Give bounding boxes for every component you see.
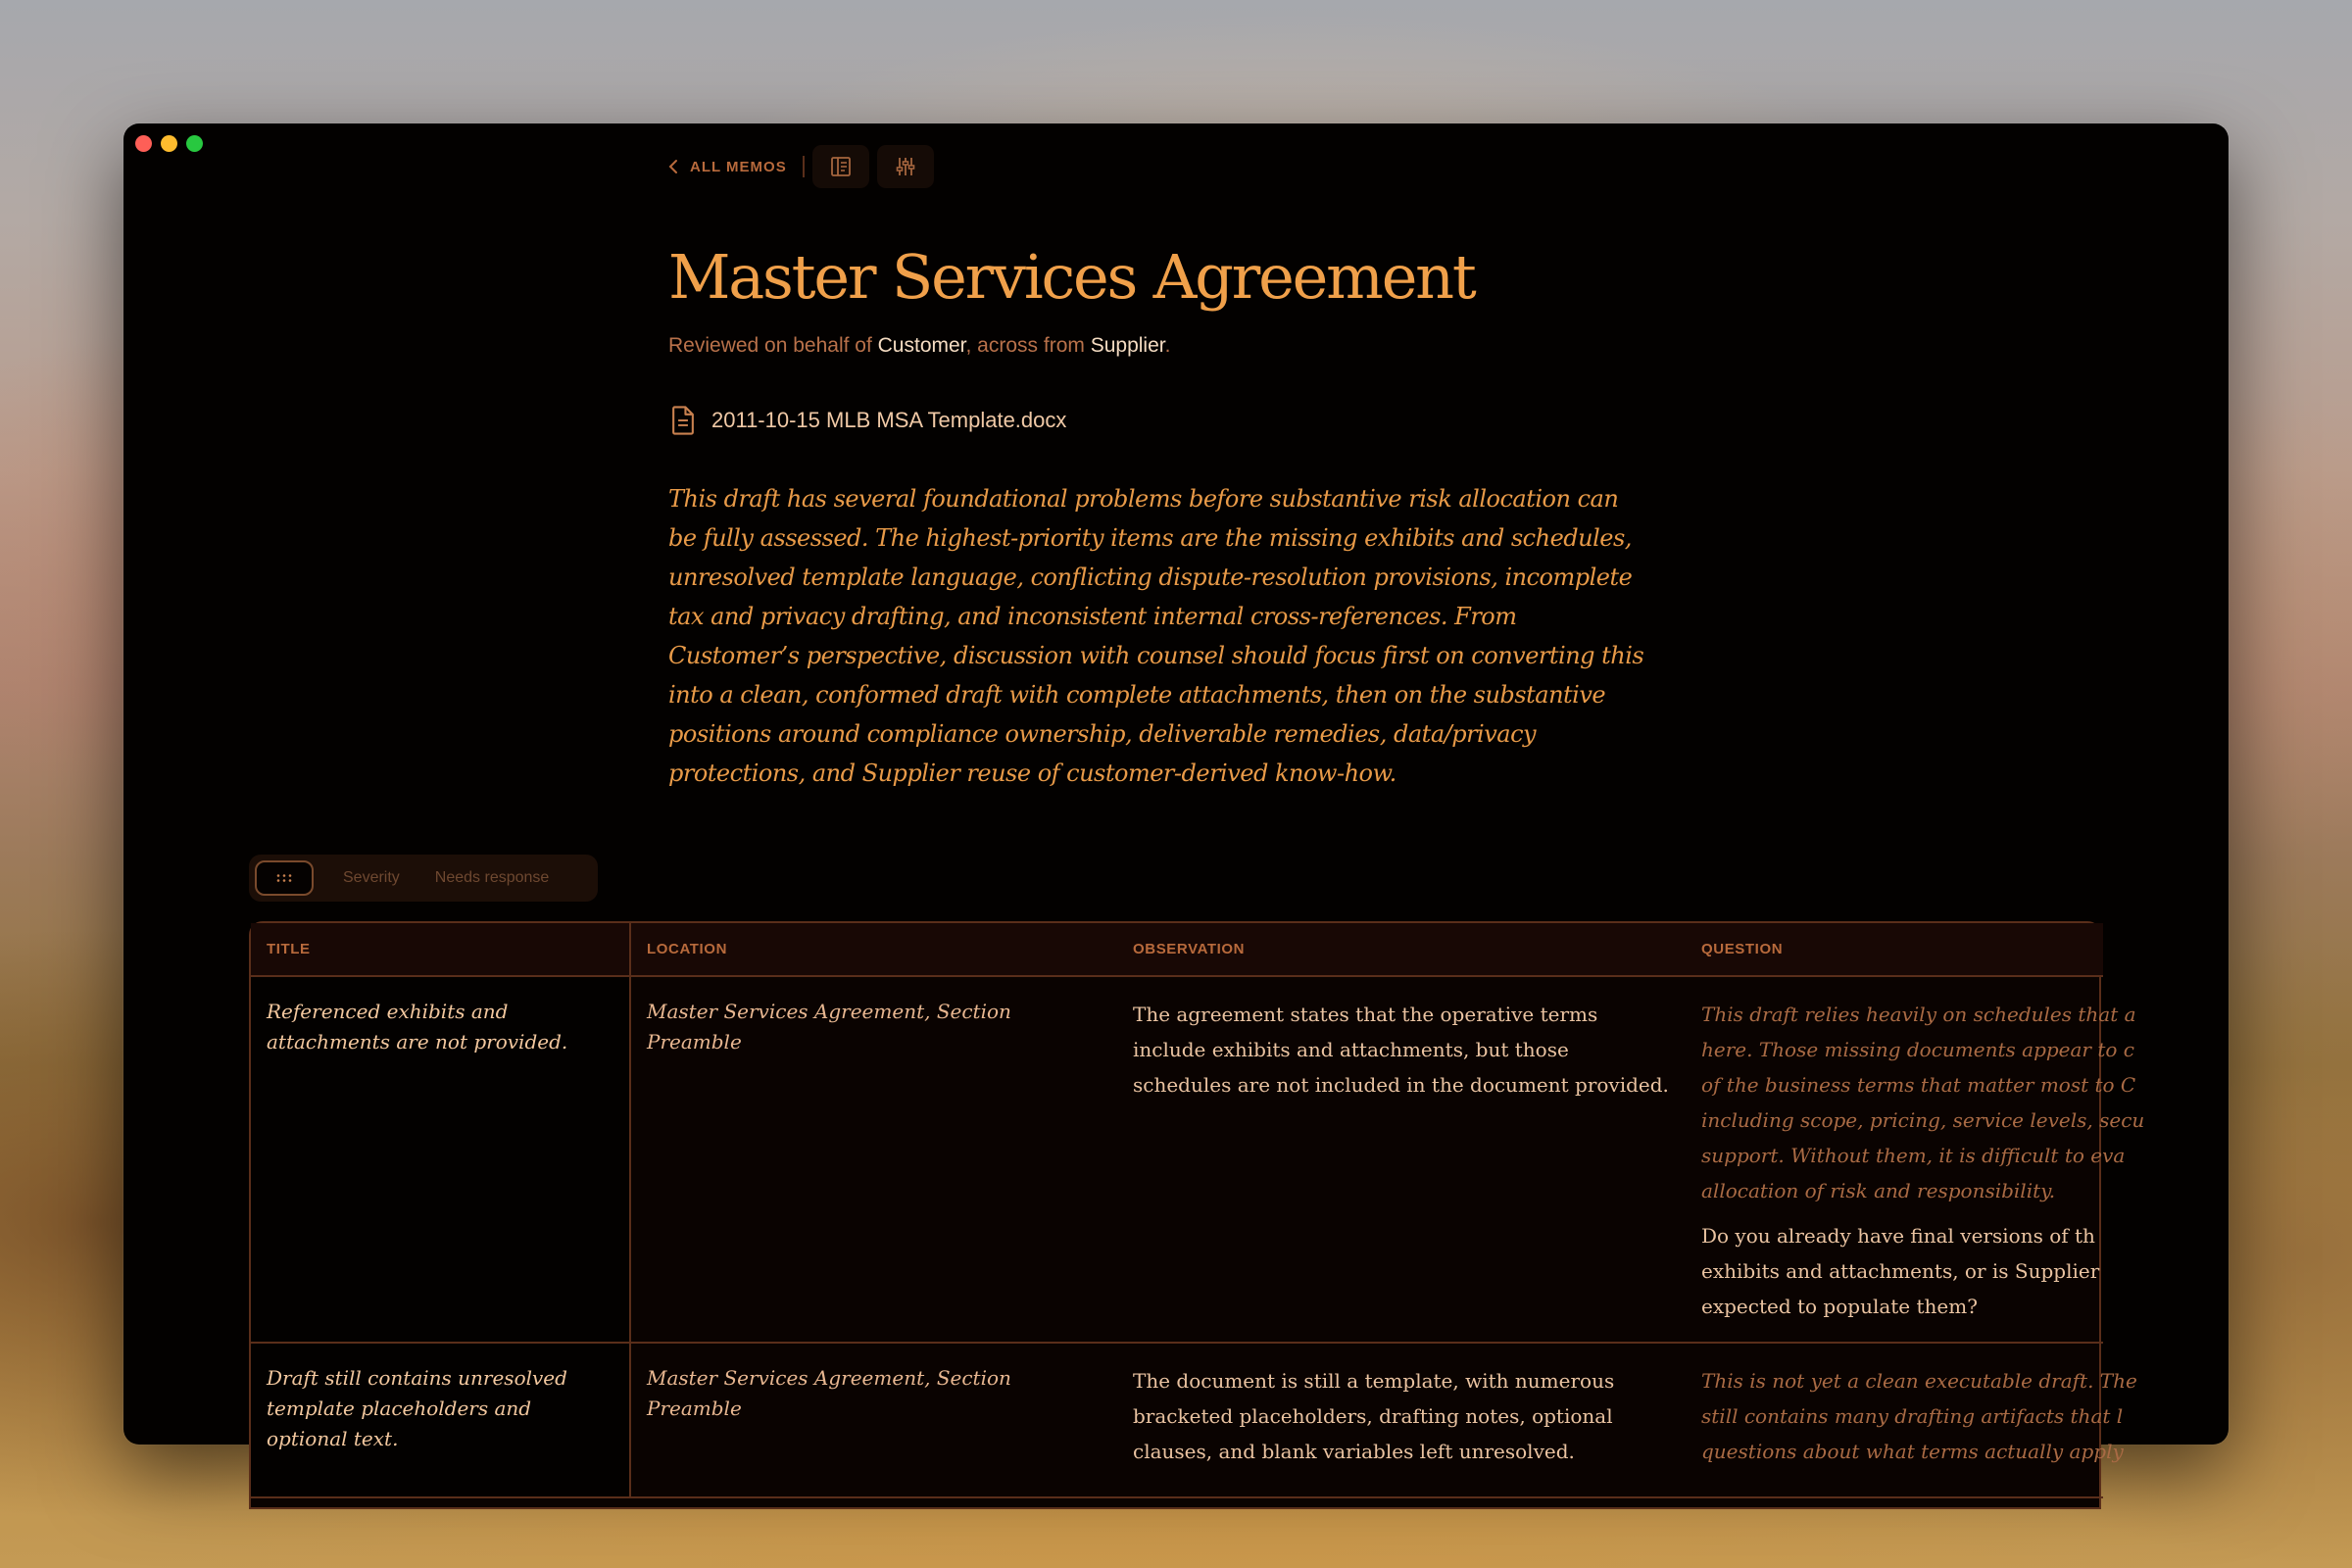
question-context-line: still contains many drafting artifacts that l [1701, 1404, 2124, 1428]
question-context-line: here. Those missing documents appear to c [1701, 1038, 2134, 1061]
question-context-line: This is not yet a clean executable draft. The [1701, 1369, 2137, 1393]
toggle-panel-button[interactable] [812, 145, 869, 188]
table-row[interactable] [251, 1343, 2103, 1497]
chevron-left-icon [668, 160, 678, 173]
memo-subtitle [668, 334, 1776, 358]
filter-severity[interactable]: Severity [343, 869, 400, 886]
memo-summary: This draft has several foundational problems before substantive risk allocation can be fully assessed. The highest-priority items are the missing exhibits and schedules, unresolved template language, conflicting dispute-resolution provisions, incomplete tax and privacy drafting, and inconsistent internal cross-references. From Customer’s perspective, discussion with counsel should focus first on converting this into a clean, conformed draft with complete attachments, then on the substantive positions around compliance ownership, deliverable remedies, data/privacy protections, and Supplier reuse of customer-derived know-how. [668, 485, 1644, 788]
filter-needs-response[interactable]: Needs response [434, 869, 550, 886]
question-prompt [1701, 1218, 2100, 1324]
issue-question [1686, 1343, 2137, 1497]
view-toggle-button[interactable] [255, 860, 314, 896]
question-context-line: of the business terms that matter most to C [1701, 1073, 2136, 1097]
toolbar-divider [803, 156, 805, 177]
filter-bar [249, 855, 598, 902]
table-row[interactable] [251, 976, 2103, 1343]
counterparty-name: Supplier [1090, 334, 1165, 358]
file-name: 2011-10-15 MLB MSA Template.docx [711, 408, 1067, 433]
column-header-question[interactable]: QUESTION [1686, 923, 2103, 976]
close-window-button[interactable] [135, 135, 152, 152]
issue-location: Master Services Agreement, Section Preamble [630, 976, 1117, 1343]
question-prompt-line: expected to populate them? [1701, 1295, 1978, 1318]
all-memos-back-link[interactable] [668, 159, 803, 175]
issues-table [249, 921, 2145, 1509]
question-context-line: support. Without them, it is difficult to eva [1701, 1144, 2126, 1167]
question-context [1701, 1363, 2137, 1469]
issue-observation: The agreement states that the operative terms include exhibits and attachments, but those schedules are not included in the document provided. [1117, 976, 1686, 1343]
all-memos-label: ALL MEMOS [690, 158, 787, 175]
party-name: Customer [877, 334, 966, 358]
question-context-line: questions about what terms actually apply [1701, 1440, 2124, 1463]
table-header-row [251, 923, 2103, 976]
grid-dots-icon [274, 873, 294, 883]
memo-document [668, 241, 1776, 793]
subtitle-suffix: . [1164, 334, 1171, 358]
question-context [1701, 997, 2145, 1208]
column-header-observation[interactable]: OBSERVATION [1117, 923, 1686, 976]
issue-location: Master Services Agreement, Section Preamble [630, 1343, 1117, 1497]
question-context-line: allocation of risk and responsibility. [1701, 1179, 2056, 1202]
issue-title: Referenced exhibits and attachments are not provided. [251, 976, 630, 1343]
source-file-link[interactable] [668, 405, 1776, 436]
panel-icon [829, 155, 853, 178]
subtitle-middle: , across from [965, 334, 1091, 358]
question-context-line: This draft relies heavily on schedules that a [1701, 1003, 2136, 1026]
settings-sliders-button[interactable] [877, 145, 934, 188]
minimize-window-button[interactable] [161, 135, 177, 152]
question-prompt-line: exhibits and attachments, or is Supplier [1701, 1259, 2100, 1283]
column-header-title[interactable]: TITLE [251, 923, 630, 976]
app-window [123, 123, 2229, 1463]
issue-title: Draft still contains unresolved template placeholders and optional text. [251, 1343, 630, 1497]
question-prompt-line: Do you already have final versions of th [1701, 1224, 2095, 1248]
question-context-line: including scope, pricing, service levels, secu [1701, 1108, 2145, 1132]
window-controls [135, 135, 203, 152]
memo-title: Master Services Agreement [668, 241, 1475, 313]
zoom-window-button[interactable] [186, 135, 203, 152]
issue-observation: The document is still a template, with numerous bracketed placeholders, drafting notes, optional clauses, and blank variables left unresolved. [1117, 1343, 1686, 1497]
issue-question [1686, 976, 2145, 1343]
column-header-location[interactable]: LOCATION [630, 923, 1117, 976]
subtitle-prefix: Reviewed on behalf of [668, 334, 878, 358]
sliders-icon [894, 155, 917, 178]
memo-toolbar [668, 145, 942, 188]
document-icon [668, 405, 698, 436]
